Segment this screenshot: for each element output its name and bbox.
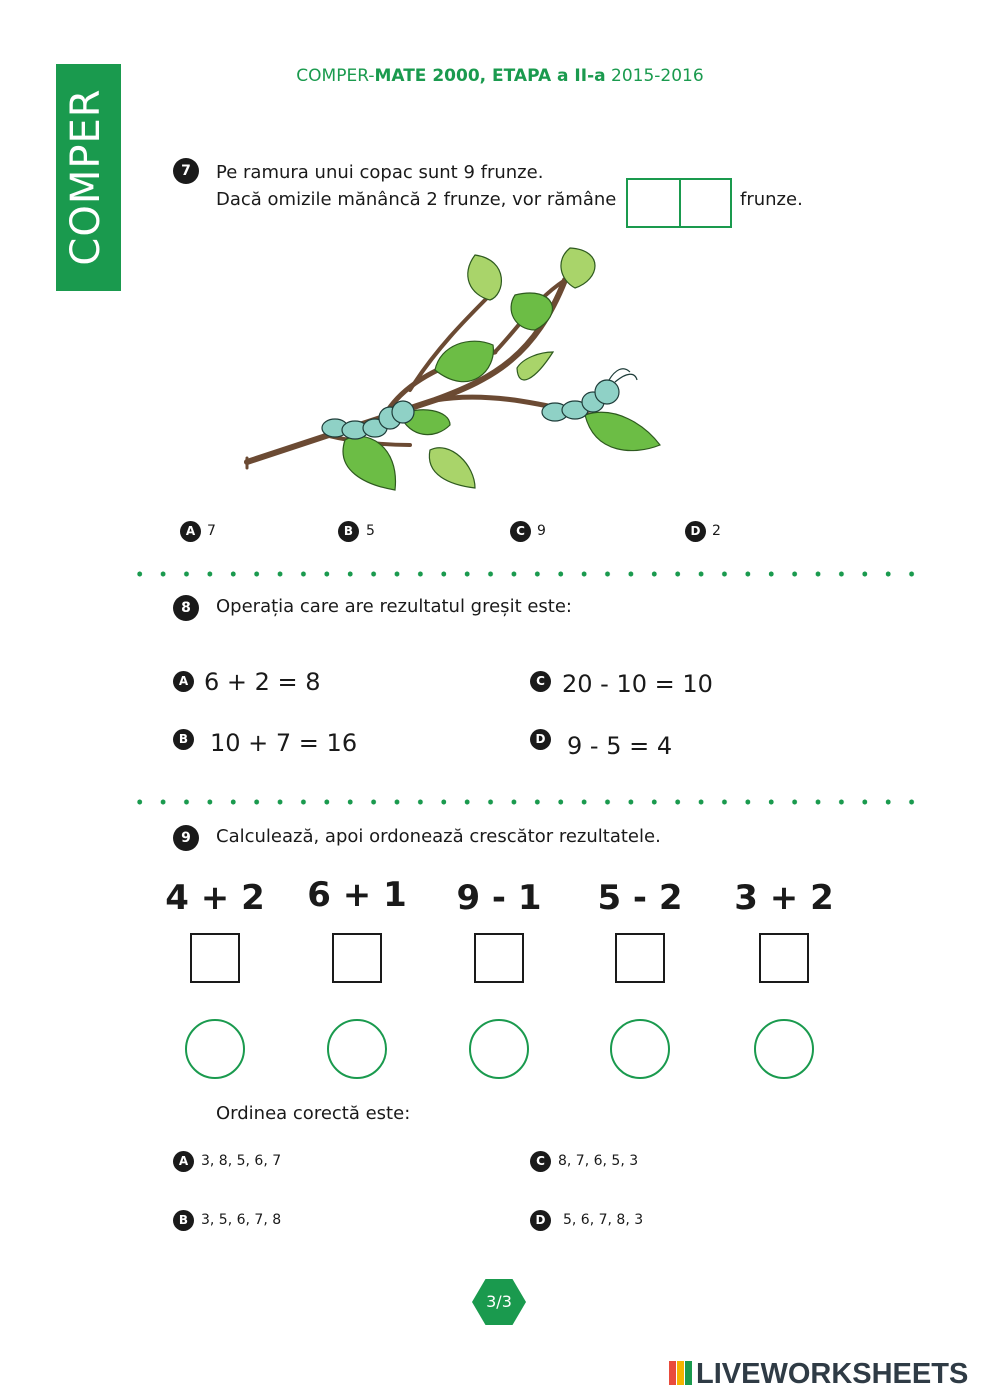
result-box-1[interactable] <box>190 933 240 983</box>
question-9-number: 9 <box>173 825 199 851</box>
page-header <box>0 66 1000 86</box>
q7-option-c-badge[interactable]: C <box>510 521 531 542</box>
order-circle-2[interactable] <box>327 1019 387 1079</box>
q9-option-c-badge[interactable]: C <box>530 1151 551 1172</box>
header-bold: MATE 2000, ETAPA a II-a <box>374 66 606 86</box>
q9-option-b-badge[interactable]: B <box>173 1210 194 1231</box>
q8-option-b-value: 10 + 7 = 16 <box>210 729 358 757</box>
header-prefix: COMPER- <box>296 66 375 86</box>
answer-box[interactable] <box>626 178 732 228</box>
question-7-line2: Dacă omizile mănâncă 2 frunze, vor rămâne <box>216 189 617 210</box>
q9-option-b-value: 3, 5, 6, 7, 8 <box>201 1212 282 1228</box>
q9-option-a-value: 3, 8, 5, 6, 7 <box>201 1153 282 1169</box>
q7-option-a-value: 7 <box>207 523 216 539</box>
answer-box-divider <box>679 180 681 226</box>
comper-logo <box>56 64 121 291</box>
q8-option-d-value: 9 - 5 = 4 <box>567 732 673 760</box>
result-box-3[interactable] <box>474 933 524 983</box>
question-7-line1: Pe ramura unui copac sunt 9 frunze. <box>216 162 544 183</box>
order-circle-1[interactable] <box>185 1019 245 1079</box>
expression-1: 4 + 2 <box>165 878 265 918</box>
q7-option-b-badge[interactable]: B <box>338 521 359 542</box>
question-7-number: 7 <box>173 158 199 184</box>
q9-option-a-badge[interactable]: A <box>173 1151 194 1172</box>
q8-option-b-badge[interactable]: B <box>173 729 194 750</box>
question-8-number: 8 <box>173 595 199 621</box>
q7-option-b-value: 5 <box>366 523 375 539</box>
q7-option-d-value: 2 <box>712 523 721 539</box>
q9-option-d-value: 5, 6, 7, 8, 3 <box>563 1212 644 1228</box>
order-label: Ordinea corectă este: <box>216 1103 411 1124</box>
q7-option-a-badge[interactable]: A <box>180 521 201 542</box>
q8-option-c-value: 20 - 10 = 10 <box>562 670 713 698</box>
q9-option-c-value: 8, 7, 6, 5, 3 <box>558 1153 639 1169</box>
question-9-text: Calculează, apoi ordonează crescător rezultatele. <box>216 826 661 847</box>
expression-4: 5 - 2 <box>597 878 683 918</box>
order-circle-4[interactable] <box>610 1019 670 1079</box>
branch-illustration <box>235 240 675 500</box>
q7-option-c-value: 9 <box>537 523 546 539</box>
expression-2: 6 + 1 <box>307 875 407 915</box>
dotted-divider-1 <box>128 571 918 577</box>
q8-option-c-badge[interactable]: C <box>530 671 551 692</box>
header-year: 2015-2016 <box>611 66 704 86</box>
svg-text:COMPER: COMPER <box>63 88 109 266</box>
q8-option-a-value: 6 + 2 = 8 <box>204 668 321 696</box>
result-box-2[interactable] <box>332 933 382 983</box>
result-box-5[interactable] <box>759 933 809 983</box>
expression-3: 9 - 1 <box>456 878 542 918</box>
liveworksheets-watermark: LIVEWORKSHEETS <box>696 1358 969 1390</box>
dotted-divider-2 <box>128 799 918 805</box>
q8-option-a-badge[interactable]: A <box>173 671 194 692</box>
q7-option-d-badge[interactable]: D <box>685 521 706 542</box>
question-7-after: frunze. <box>740 189 803 210</box>
expression-5: 3 + 2 <box>734 878 834 918</box>
q8-option-d-badge[interactable]: D <box>530 729 551 750</box>
q9-option-d-badge[interactable]: D <box>530 1210 551 1231</box>
page-number: 3/3 <box>486 1292 512 1311</box>
order-circle-3[interactable] <box>469 1019 529 1079</box>
order-circle-5[interactable] <box>754 1019 814 1079</box>
liveworksheets-logo-icon <box>668 1360 694 1386</box>
result-box-4[interactable] <box>615 933 665 983</box>
question-8-text: Operația care are rezultatul greșit este: <box>216 596 572 617</box>
